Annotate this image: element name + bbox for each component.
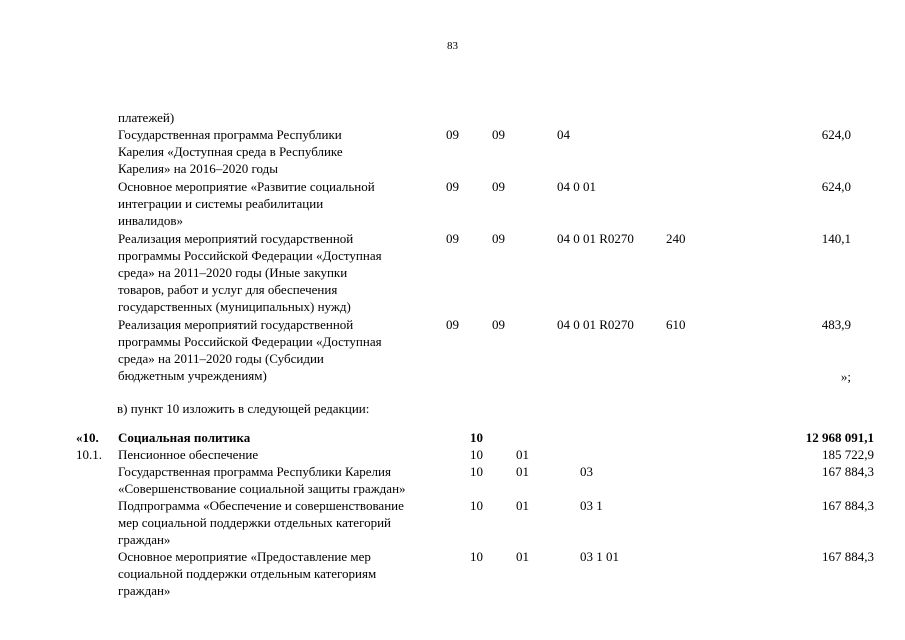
row-number: 10.1. — [76, 447, 102, 462]
row-name: Реализация мероприятий государственной программы Российской Федерации «Доступная среда» на 2011–2020 годы (Субсидии бюджетным учреждениям) — [118, 317, 382, 383]
row-section-code: 10 — [470, 498, 483, 513]
row-subsection-code: 01 — [516, 464, 529, 479]
row-target-code: 04 0 01 R0270 — [557, 317, 634, 332]
row-sum: 167 884,3 — [822, 464, 874, 479]
row-name: Основное мероприятие «Развитие социальной интеграции и системы реабилитации инвалидов» — [118, 179, 375, 228]
row-section-code: 10 — [470, 430, 483, 445]
row-section-code: 09 — [446, 127, 459, 142]
row-section-code: 09 — [446, 231, 459, 246]
row-target-code: 04 0 01 R0270 — [557, 231, 634, 246]
row-expense-type: 240 — [666, 231, 686, 246]
row-name: Социальная политика — [118, 430, 251, 445]
row-target-code: 03 — [580, 464, 593, 479]
row-number: «10. — [76, 430, 99, 445]
row-name: Подпрограмма «Обеспечение и совершенствование мер социальной поддержки отдельных категорий граждан» — [118, 498, 404, 547]
row-subsection-code: 09 — [492, 231, 505, 246]
row-name: Государственная программа Республики Карелия «Совершенствование социальной защиты граждан» — [118, 464, 406, 496]
row-subsection-code: 09 — [492, 179, 505, 194]
row-subsection-code: 01 — [516, 447, 529, 462]
lead-in-text: платежей) — [118, 110, 175, 125]
row-subsection-code: 09 — [492, 317, 505, 332]
row-section-code: 10 — [470, 464, 483, 479]
row-name: Реализация мероприятий государственной программы Российской Федерации «Доступная среда» на 2011–2020 годы (Иные закупки товаров, работ и услуг для обеспечения государственных (муниципальных) нужд) — [118, 231, 382, 314]
row-sum: 167 884,3 — [822, 498, 874, 513]
row-sum: 624,0 — [821, 127, 851, 142]
row-name: Основное мероприятие «Предоставление мер социальной поддержки отдельным категориям граждан» — [118, 549, 377, 598]
row-section-code: 09 — [446, 179, 459, 194]
page-number: 83 — [447, 40, 458, 52]
row-sum: 624,0 — [821, 179, 851, 194]
row-subsection-code: 01 — [516, 498, 529, 513]
row-target-code: 03 1 01 — [580, 549, 619, 564]
row-sum: 12 968 091,1 — [805, 430, 874, 445]
row-name: Пенсионное обеспечение — [118, 447, 259, 462]
row-sum: 483,9 — [821, 317, 851, 332]
closing-quote-mark: »; — [840, 369, 851, 384]
row-sum: 185 722,9 — [822, 447, 874, 462]
row-name: Государственная программа Республики Карелия «Доступная среда в Республике Карелия» на 2016–2020 годы — [118, 127, 343, 176]
row-subsection-code: 01 — [516, 549, 529, 564]
row-section-code: 10 — [470, 549, 483, 564]
row-section-code: 09 — [446, 317, 459, 332]
row-target-code: 03 1 — [580, 498, 603, 513]
row-sum: 140,1 — [821, 231, 851, 246]
row-section-code: 10 — [470, 447, 483, 462]
row-subsection-code: 09 — [492, 127, 505, 142]
row-expense-type: 610 — [666, 317, 686, 332]
row-target-code: 04 0 01 — [557, 179, 596, 194]
row-target-code: 04 — [557, 127, 570, 142]
row-sum: 167 884,3 — [822, 549, 874, 564]
amendment-instruction: в) пункт 10 изложить в следующей редакции: — [117, 401, 370, 416]
